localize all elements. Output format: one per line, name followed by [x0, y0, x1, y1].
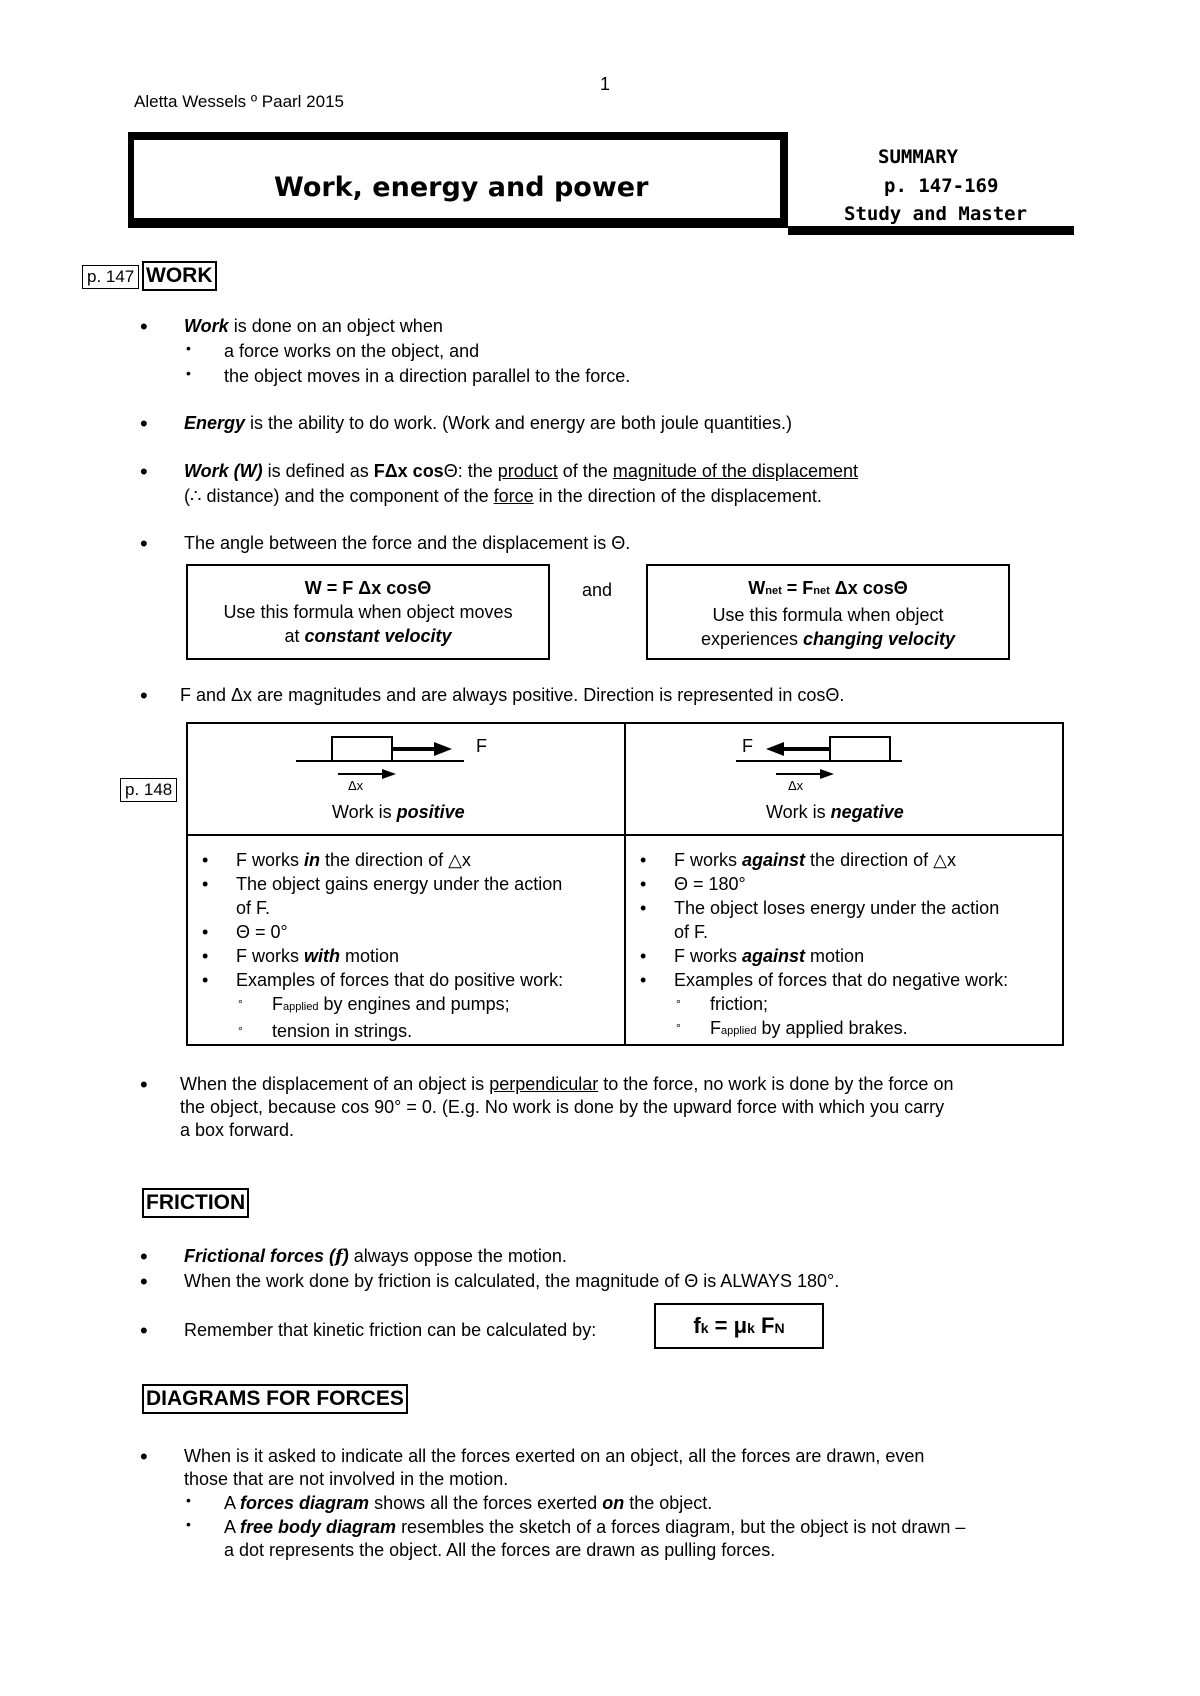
sub-list-item: ° Fapplied by applied brakes. — [676, 1018, 908, 1038]
summary-pages: p. 147-169 — [884, 175, 999, 197]
work-condition-1: a force works on the object, and — [224, 341, 480, 361]
author-line: Aletta Wessels º Paarl 2015 — [134, 92, 345, 111]
free-body-diagram-note: A free body diagram resembles the sketch of a forces diagram, but the object is not drawn – — [224, 1517, 966, 1537]
bullet: • — [140, 314, 148, 339]
work-definition: Work is done on an object when — [184, 316, 443, 336]
section-heading-work: WORK — [142, 261, 217, 291]
negative-work-list — [625, 835, 1063, 1045]
formula-box-changing-velocity: Wnet = Fnet Δx cosΘ Use this formula when object experiences changing velocity — [646, 564, 1010, 660]
perpendicular-note-3: a box forward. — [180, 1120, 295, 1140]
perpendicular-note-2: the object, because cos 90° = 0. (E.g. No work is done by the upward force with which you carry — [180, 1097, 945, 1117]
bullet: • — [140, 459, 148, 484]
list-item: • Examples of forces that do positive work: — [202, 970, 564, 990]
list-item: • F works against motion — [640, 946, 865, 966]
magnitude-note: F and Δx are magnitudes and are always positive. Direction is represented in cosΘ. — [180, 685, 845, 705]
bullet: • — [140, 411, 148, 436]
bullet: • — [140, 1318, 148, 1343]
kinetic-friction-formula: fk = μk FN — [654, 1303, 824, 1349]
page-title: Work, energy and power — [274, 172, 649, 203]
list-item: • Examples of forces that do negative work: — [640, 970, 1009, 990]
page-tag-147: p. 147 — [82, 265, 139, 289]
displacement-label: Δx — [788, 778, 804, 793]
sub-list-item: ° tension in strings. — [238, 1021, 413, 1041]
summary-label: SUMMARY — [878, 146, 959, 168]
forces-diagram-note: A forces diagram shows all the forces exerted on the object. — [224, 1493, 713, 1513]
positive-work-diagram-cell — [187, 723, 625, 835]
negative-work-diagram-cell — [625, 723, 1063, 835]
positive-work-list — [187, 835, 625, 1045]
bullet: • — [140, 1072, 148, 1097]
displacement-label: Δx — [348, 778, 364, 793]
list-item: • Θ = 0° — [202, 922, 288, 942]
page-number: 1 — [600, 74, 611, 94]
section-heading-friction: FRICTION — [142, 1188, 249, 1218]
list-item: • F works in the direction of △x — [202, 850, 471, 870]
diagrams-note: When is it asked to indicate all the forces exerted on an object, all the forces are drawn, even — [184, 1446, 925, 1466]
sub-bullet: • — [186, 1516, 191, 1532]
work-formula-definition-2: (∴ distance) and the component of the force in the direction of the displacement. — [184, 486, 822, 506]
diagrams-note-2: those that are not involved in the motion. — [184, 1469, 509, 1489]
negative-work-caption: Work is negative — [766, 802, 904, 822]
sub-bullet: • — [186, 340, 191, 356]
work-formula-definition: Work (W) is defined as FΔx cosΘ: the product of the magnitude of the displacement — [184, 461, 858, 481]
angle-definition: The angle between the force and the displacement is Θ. — [184, 533, 631, 553]
positive-work-caption: Work is positive — [332, 802, 465, 822]
bullet: • — [140, 1444, 148, 1469]
energy-definition: Energy is the ability to do work. (Work and energy are both joule quantities.) — [184, 413, 792, 433]
kinetic-friction-note: Remember that kinetic friction can be calculated by: — [184, 1320, 597, 1340]
work-condition-2: the object moves in a direction parallel to the force. — [224, 366, 631, 386]
page-tag-148: p. 148 — [120, 778, 177, 802]
sub-bullet: • — [186, 365, 191, 381]
bullet: • — [140, 1269, 148, 1294]
force-label: F — [476, 736, 487, 756]
summary-book: Study and Master — [844, 203, 1028, 225]
perpendicular-note: When the displacement of an object is perpendicular to the force, no work is done by the force on — [180, 1074, 954, 1094]
list-item: • F works against the direction of △x — [640, 850, 956, 870]
list-item: • Θ = 180° — [640, 874, 746, 894]
section-heading-diagrams: DIAGRAMS FOR FORCES — [142, 1384, 408, 1414]
free-body-diagram-note-2: a dot represents the object. All the forces are drawn as pulling forces. — [224, 1540, 776, 1560]
friction-angle: When the work done by friction is calculated, the magnitude of Θ is ALWAYS 180°. — [184, 1271, 840, 1291]
sub-bullet: • — [186, 1492, 191, 1508]
list-item: • F works with motion — [202, 946, 400, 966]
sub-list-item: ° friction; — [676, 994, 769, 1014]
work-sign-table — [186, 722, 1064, 1046]
bullet: • — [140, 1244, 148, 1269]
list-item: • The object loses energy under the action — [640, 898, 1000, 918]
list-item: • The object gains energy under the action — [202, 874, 563, 894]
bullet: • — [140, 531, 148, 556]
list-item-continued: of F. — [236, 898, 271, 918]
formula-box-constant-velocity: W = F Δx cosΘ Use this formula when object moves at constant velocity — [186, 564, 550, 660]
bullet: • — [140, 683, 148, 708]
and-label: and — [582, 580, 613, 600]
summary-underline — [788, 226, 1074, 235]
sub-list-item: ° Fapplied by engines and pumps; — [238, 994, 510, 1014]
list-item-continued: of F. — [674, 922, 709, 942]
friction-oppose: Frictional forces (f) always oppose the motion. — [184, 1246, 567, 1267]
force-label: F — [742, 736, 753, 756]
